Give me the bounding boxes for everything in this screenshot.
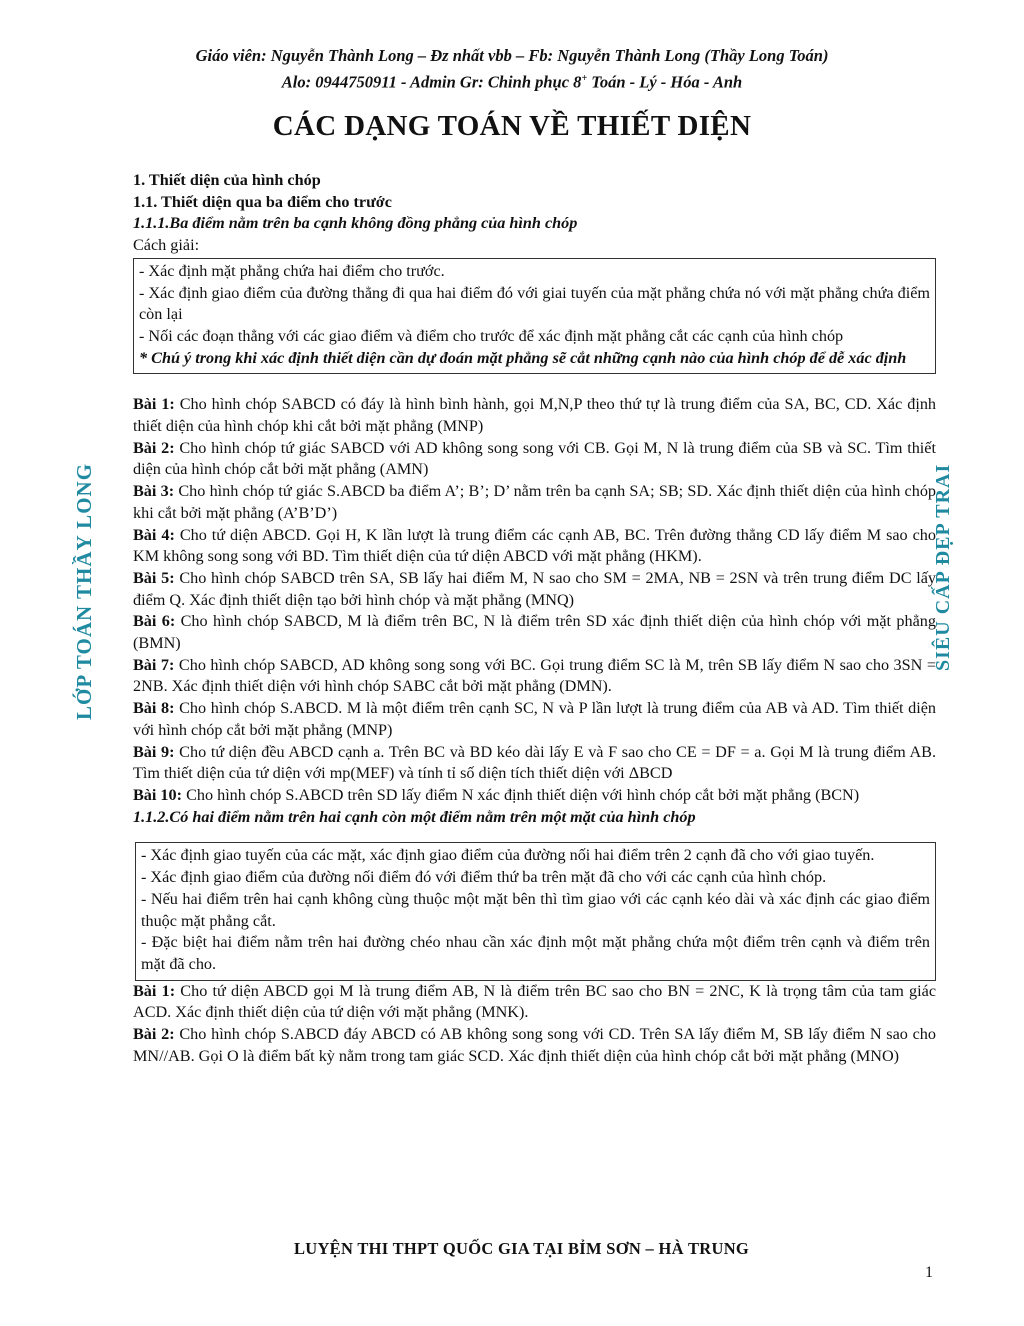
method-step: - Đặc biệt hai điểm nằm trên hai đường chéo nhau cần xác định một mặt phẳng chứa một điểm trên cạnh và điểm trên mặt đã cho. — [141, 933, 930, 973]
page-header — [0, 44, 1024, 94]
exercise-text: Cho hình chóp SABCD trên SA, SB lấy hai điểm M, N sao cho SM = 2MA, NB = 2SN và trên trung điểm DC lấy điểm Q. Xác định thiết diện tạo bởi hình chóp và mặt phẳng (MNQ) — [133, 568, 936, 609]
exercise-label: Bài 10: — [133, 785, 183, 804]
exercise-label: Bài 1: — [133, 395, 175, 414]
header-line-2 — [0, 67, 1024, 94]
section-heading-1-1-2: 1.1.2.Có hai điểm nằm trên hai cạnh còn một điểm nằm trên một mặt của hình chóp — [133, 807, 696, 826]
side-watermark-left: LỚP TOÁN THẦY LONG — [72, 462, 96, 720]
exercise-item — [133, 698, 936, 741]
method-step: - Xác định mặt phẳng chứa hai điểm cho trước. — [139, 261, 445, 280]
exercise-text: Cho hình chóp S.ABCD. M là một điểm trên cạnh SC, N và P lần lượt là trung điểm của AB và AD. Tìm thiết diện với hình chóp cắt bởi mặt phẳng (MNP) — [133, 699, 936, 739]
header-line-2-pre: Alo: 0944750911 - Admin Gr: Chinh phục 8 — [281, 72, 582, 92]
exercise-item — [133, 568, 936, 611]
exercise-label: Bài 7: — [133, 655, 175, 674]
method-step: - Xác định giao tuyến của các mặt, xác định giao điểm của đường nối hai điểm trên 2 cạnh đã cho với giao tuyến. — [141, 846, 875, 865]
page-number: 1 — [925, 1264, 933, 1281]
exercise-text: Cho tứ diện ABCD. Gọi H, K lần lượt là trung điểm các cạnh AB, BC. Trên đường thẳng CD lấy điểm M sao cho KM không song song với BD. Tìm thiết diện của tứ diện ABCD với mặt phẳng (HKM). — [133, 525, 936, 566]
exercise-label: Bài 4: — [133, 525, 175, 544]
exercise-item — [133, 611, 936, 654]
exercise-label: Bài 1: — [133, 981, 176, 1000]
page-footer: LUYỆN THI THPT QUỐC GIA TẠI BỈM SƠN – HÀ TRUNG — [293, 1239, 750, 1258]
exercise-text: Cho hình chóp S.ABCD đáy ABCD có AB không song song với CD. Trên SA lấy điểm M, SB lấy điểm N sao cho MN//AB. Gọi O là điểm bất kỳ nằm trong tam giác SCD. Xác định thiết diện của hình chóp cắt bởi mặt phẳng (MNO) — [133, 1025, 936, 1065]
exercise-label: Bài 2: — [133, 438, 175, 457]
page-title: CÁC DẠNG TOÁN VỀ THIẾT DIỆN — [272, 110, 752, 142]
method-box-1 — [133, 258, 936, 375]
main-content — [133, 170, 936, 1067]
exercise-label: Bài 6: — [133, 612, 176, 631]
exercise-text: Cho hình chóp SABCD có đáy là hình bình hành, gọi M,N,P theo thứ tự là trung điểm của SA, BC, CD. Xác định thiết diện của hình chóp khi cắt bởi mặt phẳng (MNP) — [133, 395, 937, 436]
exercise-label: Bài 2: — [133, 1025, 175, 1044]
exercise-item — [133, 655, 936, 698]
exercise-item — [133, 785, 936, 807]
exercise-text: Cho hình chóp SABCD, M là điểm trên BC, N là điểm trên SD xác định thiết diện của hình chóp với mặt phẳng (BMN) — [133, 612, 936, 653]
header-line-2-post: Toán - Lý - Hóa - Anh — [587, 72, 743, 92]
header-line-2-sup: + — [581, 73, 588, 84]
exercise-text: Cho hình chóp S.ABCD trên SD lấy điểm N xác định thiết diện với hình chóp cắt bởi mặt phẳng (BCN) — [182, 785, 860, 804]
method-label: Cách giải: — [133, 236, 200, 255]
method-step: - Xác định giao điểm của đường thẳng đi qua hai điểm đó với giai tuyến của mặt phẳng chứa nó với mặt phẳng chứa điểm còn lại — [139, 283, 930, 324]
exercise-item — [133, 525, 936, 568]
section-heading-1-1-1: 1.1.1.Ba điểm nằm trên ba cạnh không đồng phẳng của hình chóp — [133, 214, 578, 233]
section-heading-1-1: 1.1. Thiết diện qua ba điểm cho trước — [133, 192, 392, 211]
exercise-text: Cho tứ diện ABCD gọi M là trung điểm AB, N là điểm trên BC sao cho BN = 2NC, K là trọng tâm của tam giác ACD. Xác định thiết diện của tứ diện với mặt phẳng (MNK). — [133, 981, 937, 1022]
exercise-item — [133, 438, 936, 481]
exercise-list-1 — [133, 394, 936, 806]
exercise-label: Bài 5: — [133, 568, 175, 587]
method-step: - Xác định giao điểm của đường nối điểm đó với điểm thứ ba trên mặt đã cho với các cạnh của hình chóp. — [141, 868, 827, 887]
exercise-label: Bài 9: — [133, 742, 175, 761]
section-heading-1: 1. Thiết diện của hình chóp — [133, 171, 321, 189]
method-box-2 — [135, 842, 936, 980]
exercise-text: Cho hình chóp tứ giác S.ABCD ba điểm A’; B’; D’ nằm trên ba cạnh SA; SB; SD. Xác định thiết diện của hình chóp khi cắt bởi mặt phẳng (A’B’D’) — [133, 482, 937, 522]
exercise-item — [133, 394, 936, 437]
exercise-text: Cho hình chóp SABCD, AD không song song với BC. Gọi trung điểm SC là M, trên SB lấy điểm N sao cho 3SN = 2NB. Xác định thiết diện với hình chóp SABC cắt bởi mặt phẳng (DMN). — [133, 655, 936, 696]
exercise-label: Bài 3: — [133, 482, 175, 501]
exercise-item — [133, 981, 936, 1024]
method-step: - Nếu hai điểm trên hai cạnh không cùng thuộc một mặt bên thì tìm giao với các cạnh kéo dài và xác định các giao điểm thuộc mặt phẳng cắt. — [141, 889, 930, 930]
method-note: * Chú ý trong khi xác định thiết diện cần dự đoán mặt phẳng sẽ cắt những cạnh nào của hình chóp để dễ xác định — [139, 348, 907, 367]
exercise-item — [133, 742, 936, 785]
exercise-text: Cho tứ diện đều ABCD cạnh a. Trên BC và BD kéo dài lấy E và F sao cho CE = DF = a. Gọi M là trung điểm AB. Tìm thiết diện của tứ diện với mp(MEF) và tính tỉ số diện tích thiết diện với ΔBCD — [133, 742, 936, 783]
exercise-item — [133, 1024, 936, 1067]
exercise-text: Cho hình chóp tứ giác SABCD với AD không song song với CB. Gọi M, N là trung điểm của SB và SC. Tìm thiết diện của hình chóp cắt bởi mặt phẳng (AMN) — [133, 438, 936, 479]
side-watermark-right: SIÊU CẤP ĐẸP TRAI — [932, 463, 954, 671]
header-line-1: Giáo viên: Nguyễn Thành Long – Đz nhất vbb – Fb: Nguyễn Thành Long (Thầy Long Toán) — [195, 46, 829, 65]
exercise-list-2 — [133, 981, 936, 1068]
method-step: - Nối các đoạn thẳng với các giao điểm và điểm cho trước để xác định mặt phẳng cắt các cạnh của hình chóp — [139, 326, 844, 345]
exercise-label: Bài 8: — [133, 699, 175, 718]
exercise-item — [133, 481, 936, 524]
